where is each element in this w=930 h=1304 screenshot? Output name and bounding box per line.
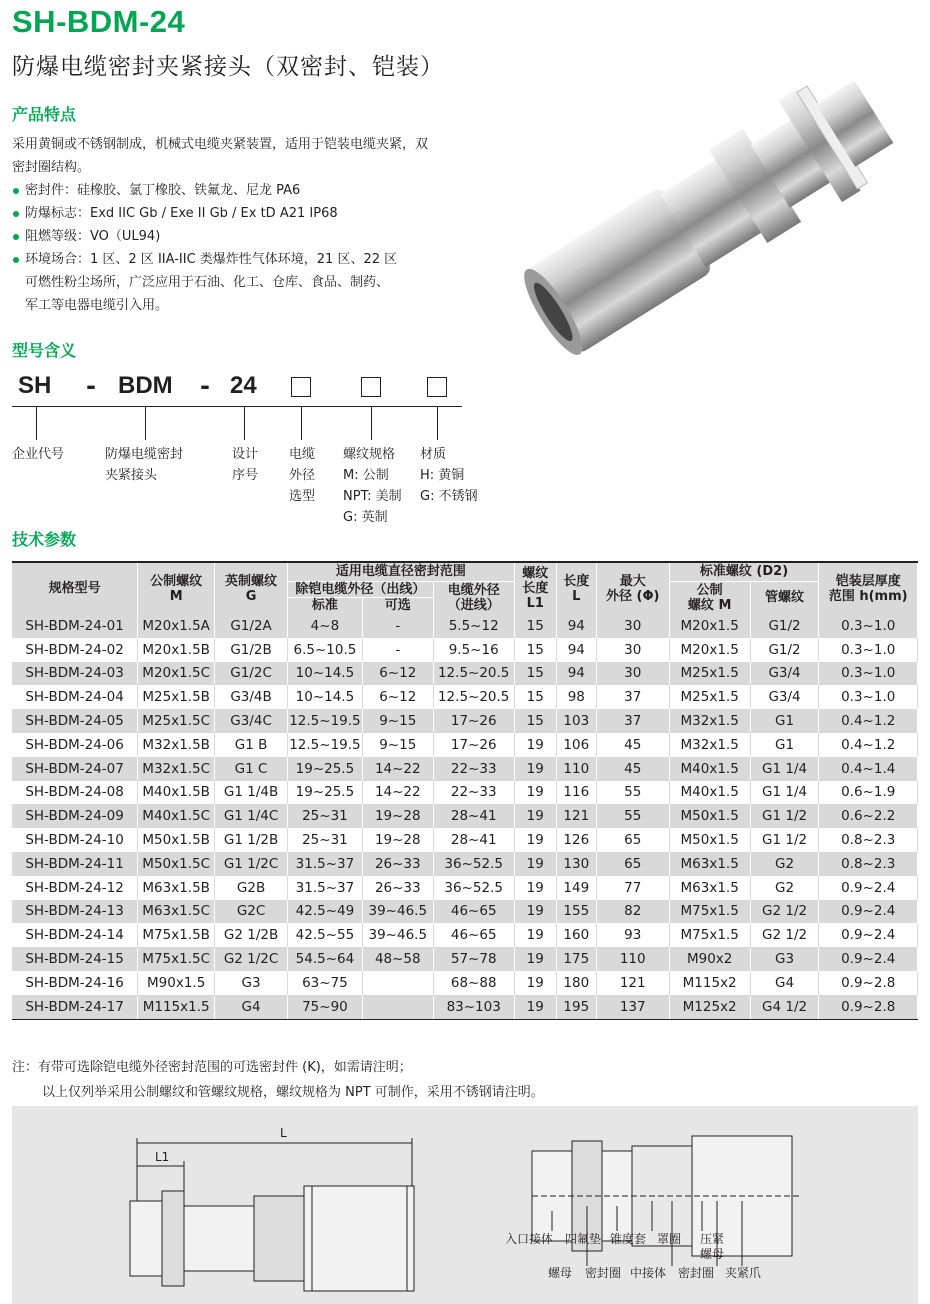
table-cell: G3/4C [215, 709, 288, 733]
part-label: 螺母 [700, 1247, 725, 1261]
table-cell: 37 [596, 685, 669, 709]
table-cell: 26~33 [362, 852, 433, 876]
feature-item: 密封件：硅橡胶、氯丁橡胶、铁氟龙、尼龙 PA6 [12, 179, 432, 202]
table-cell: G1 [750, 733, 819, 757]
col-armor-range: 铠装层厚度 范围 h(mm) [819, 562, 918, 614]
table-cell: 195 [556, 995, 596, 1019]
table-cell: G2B [215, 876, 288, 900]
table-cell: SH-BDM-24-14 [12, 923, 138, 947]
table-cell: G1/2B [215, 638, 288, 662]
table-cell: 0.3~1.0 [819, 614, 918, 638]
table-cell: M75x1.5 [669, 923, 750, 947]
table-cell: M25x1.5B [138, 685, 215, 709]
table-cell: 19 [514, 971, 556, 995]
table-row [12, 757, 918, 781]
table-cell: 26~33 [362, 876, 433, 900]
technical-drawing-panel [12, 1106, 918, 1304]
product-subtitle: 防爆电缆密封夹紧接头（双密封、铠装） [12, 54, 444, 80]
table-cell: 65 [596, 852, 669, 876]
table-cell: 9~15 [362, 733, 433, 757]
label-thread-spec: 螺纹规格 M: 公制 NPT: 美制 G: 英制 [343, 447, 402, 525]
table-cell: 42.5~55 [287, 923, 362, 947]
table-cell: 110 [596, 947, 669, 971]
table-cell: 160 [556, 923, 596, 947]
part-label: 密封圈 [585, 1266, 622, 1280]
feature-item: 防爆标志：Exd IIC Gb / Exe II Gb / Ex tD A21 IP68 [12, 202, 432, 225]
table-cell: M20x1.5 [669, 638, 750, 662]
part-label: 螺母 [548, 1266, 573, 1280]
part-label: 密封圈 [678, 1266, 715, 1280]
table-cell: 37 [596, 709, 669, 733]
table-cell: 36~52.5 [433, 876, 514, 900]
table-cell: 55 [596, 804, 669, 828]
table-cell: 14~22 [362, 757, 433, 781]
table-cell: M32x1.5B [138, 733, 215, 757]
table-cell: G4 1/2 [750, 995, 819, 1019]
table-cell: 36~52.5 [433, 852, 514, 876]
table-cell: G1 1/4C [215, 804, 288, 828]
table-cell: SH-BDM-24-13 [12, 900, 138, 924]
table-cell: 94 [556, 638, 596, 662]
table-cell: 5.5~12 [433, 614, 514, 638]
table-cell: G2C [215, 900, 288, 924]
table-cell: 30 [596, 614, 669, 638]
feature-item: 环境场合：1 区、2 区 IIA-IIC 类爆炸性气体环境，21 区、22 区 [12, 248, 432, 271]
table-cell: G1/2 [750, 638, 819, 662]
table-cell [362, 971, 433, 995]
table-cell: G1 1/4B [215, 781, 288, 805]
table-cell: M32x1.5C [138, 757, 215, 781]
table-cell: M32x1.5 [669, 709, 750, 733]
table-cell: 0.8~2.3 [819, 852, 918, 876]
table-cell: 15 [514, 638, 556, 662]
model-connector [437, 406, 438, 440]
table-cell: 0.9~2.4 [819, 900, 918, 924]
col-british-thread: 英制螺纹 G [215, 562, 288, 614]
note-line-1: 注：有带可选除铠电缆外径密封范围的可选密封件 (K)，如需请注明； [12, 1060, 412, 1075]
table-cell: M32x1.5 [669, 733, 750, 757]
table-cell: 121 [596, 971, 669, 995]
table-cell: G1/2 [750, 614, 819, 638]
table-cell: 19~25.5 [287, 781, 362, 805]
table-cell: SH-BDM-24-05 [12, 709, 138, 733]
table-cell: G1 C [215, 757, 288, 781]
table-cell: 19 [514, 828, 556, 852]
table-cell: M50x1.5 [669, 828, 750, 852]
table-row [12, 662, 918, 686]
model-code-product: BDM [118, 372, 173, 399]
table-cell: M50x1.5C [138, 852, 215, 876]
col-d2-metric: 公制 螺纹 M [669, 581, 750, 614]
table-notes [12, 1055, 544, 1105]
table-cell: 0.4~1.4 [819, 757, 918, 781]
label-design-no: 设计 序号 [232, 447, 259, 483]
table-cell: 0.3~1.0 [819, 638, 918, 662]
features-heading: 产品特点 [12, 105, 77, 124]
table-cell: 68~88 [433, 971, 514, 995]
table-cell: M90x1.5 [138, 971, 215, 995]
table-cell: 17~26 [433, 709, 514, 733]
table-row [12, 685, 918, 709]
table-cell: G1 1/4 [750, 781, 819, 805]
part-label: 四氟垫 [565, 1232, 602, 1246]
table-cell: 94 [556, 662, 596, 686]
table-row [12, 709, 918, 733]
label-cable-od: 电缆 外径 选型 [289, 447, 316, 504]
table-cell: M115x2 [669, 971, 750, 995]
model-heading: 型号含义 [12, 341, 77, 360]
col-metric-thread: 公制螺纹 M [138, 562, 215, 614]
table-cell: 9~15 [362, 709, 433, 733]
part-label: 中接体 [630, 1266, 667, 1280]
table-row [12, 804, 918, 828]
table-cell: 57~78 [433, 947, 514, 971]
dim-label-L1: L1 [155, 1150, 170, 1164]
table-cell: 0.4~1.2 [819, 709, 918, 733]
table-cell: 116 [556, 781, 596, 805]
col-seal-range: 适用电缆直径密封范围 [287, 562, 514, 581]
table-cell: G3/4B [215, 685, 288, 709]
table-cell: SH-BDM-24-04 [12, 685, 138, 709]
table-cell: 19 [514, 923, 556, 947]
table-cell: G1 [750, 709, 819, 733]
product-photo [500, 58, 920, 358]
part-label: 入口接体 [505, 1232, 554, 1246]
table-cell: M125x2 [669, 995, 750, 1019]
table-cell: G2 1/2B [215, 923, 288, 947]
feature-item: 阻燃等级：VO（UL94) [12, 225, 432, 248]
col-length: 长度 L [556, 562, 596, 614]
table-cell: 15 [514, 709, 556, 733]
table-cell: G4 [215, 995, 288, 1019]
table-cell: M40x1.5 [669, 757, 750, 781]
table-cell: 137 [596, 995, 669, 1019]
features-list [12, 133, 432, 317]
table-cell: SH-BDM-24-16 [12, 971, 138, 995]
model-dash: - [86, 372, 96, 400]
table-cell: M90x2 [669, 947, 750, 971]
table-cell: 54.5~64 [287, 947, 362, 971]
table-cell: 15 [514, 662, 556, 686]
table-cell: 12.5~19.5 [287, 733, 362, 757]
table-cell: M40x1.5C [138, 804, 215, 828]
table-cell: 45 [596, 757, 669, 781]
table-cell: 30 [596, 662, 669, 686]
table-cell: 10~14.5 [287, 685, 362, 709]
table-cell: 39~46.5 [362, 900, 433, 924]
table-cell: M50x1.5 [669, 804, 750, 828]
table-cell: M75x1.5C [138, 947, 215, 971]
table-cell: SH-BDM-24-01 [12, 614, 138, 638]
table-cell: G2 1/2 [750, 900, 819, 924]
label-material: 材质 H: 黄铜 G: 不锈钢 [420, 447, 478, 504]
note-line-2: 以上仅列举采用公制螺纹和管螺纹规格，螺纹规格为 NPT 可制作，采用不锈钢请注明。 [42, 1085, 544, 1100]
table-cell: 46~65 [433, 900, 514, 924]
table-cell: 19 [514, 757, 556, 781]
table-cell: SH-BDM-24-11 [12, 852, 138, 876]
table-cell: 25~31 [287, 804, 362, 828]
table-cell: M75x1.5 [669, 900, 750, 924]
table-cell: G3/4 [750, 662, 819, 686]
table-cell: 0.9~2.4 [819, 947, 918, 971]
table-cell: 12.5~20.5 [433, 662, 514, 686]
model-connector [36, 406, 37, 440]
model-connector [145, 406, 146, 440]
table-row [12, 852, 918, 876]
table-cell: G2 [750, 876, 819, 900]
table-cell: 19 [514, 876, 556, 900]
table-cell: 175 [556, 947, 596, 971]
table-cell: M40x1.5B [138, 781, 215, 805]
table-cell: SH-BDM-24-10 [12, 828, 138, 852]
table-cell: M25x1.5 [669, 662, 750, 686]
table-row [12, 923, 918, 947]
table-cell: 149 [556, 876, 596, 900]
col-model: 规格型号 [12, 562, 138, 614]
table-cell: 155 [556, 900, 596, 924]
table-row [12, 828, 918, 852]
table-cell: 83~103 [433, 995, 514, 1019]
table-cell: SH-BDM-24-07 [12, 757, 138, 781]
table-cell: 19 [514, 900, 556, 924]
table-cell: 22~33 [433, 781, 514, 805]
model-code-company: SH [18, 372, 52, 399]
table-cell: 0.6~1.9 [819, 781, 918, 805]
part-label: 锥度套 [610, 1232, 647, 1246]
table-cell: 19 [514, 804, 556, 828]
label-company-code: 企业代号 [12, 447, 65, 462]
table-cell: 0.3~1.0 [819, 685, 918, 709]
table-row [12, 876, 918, 900]
table-cell: 0.9~2.8 [819, 971, 918, 995]
table-cell: 30 [596, 638, 669, 662]
table-cell: 10~14.5 [287, 662, 362, 686]
dim-label-L: L [280, 1126, 287, 1140]
table-cell: 4~8 [287, 614, 362, 638]
table-cell: 98 [556, 685, 596, 709]
table-cell: SH-BDM-24-09 [12, 804, 138, 828]
col-optional: 可选 [362, 597, 433, 614]
table-cell: 93 [596, 923, 669, 947]
table-cell: SH-BDM-24-08 [12, 781, 138, 805]
table-cell: 0.4~1.2 [819, 733, 918, 757]
model-dash: - [200, 372, 210, 400]
table-row [12, 614, 918, 638]
table-cell: M63x1.5 [669, 852, 750, 876]
model-connector [371, 406, 372, 440]
part-label: 压紧 [700, 1232, 725, 1246]
table-cell: 106 [556, 733, 596, 757]
table-cell: 17~26 [433, 733, 514, 757]
table-cell: 55 [596, 781, 669, 805]
table-cell: 19 [514, 947, 556, 971]
table-cell: 75~90 [287, 995, 362, 1019]
col-std-thread: 标准螺纹 (D2) [669, 562, 819, 581]
table-cell [362, 995, 433, 1019]
table-cell: M63x1.5 [669, 876, 750, 900]
table-row [12, 900, 918, 924]
table-cell: G1 1/2 [750, 828, 819, 852]
label-product-name: 防爆电缆密封 夹紧接头 [105, 447, 184, 483]
table-row [12, 971, 918, 995]
table-cell: M63x1.5B [138, 876, 215, 900]
table-cell: 63~75 [287, 971, 362, 995]
table-cell: 19 [514, 852, 556, 876]
table-cell: 45 [596, 733, 669, 757]
table-cell: G2 1/2C [215, 947, 288, 971]
table-cell: M40x1.5 [669, 781, 750, 805]
table-row [12, 947, 918, 971]
col-pipe-thread: 管螺纹 [750, 581, 819, 614]
table-cell: 130 [556, 852, 596, 876]
model-code-design: 24 [230, 372, 257, 399]
table-cell: 46~65 [433, 923, 514, 947]
thread-box [361, 377, 381, 397]
table-cell: G2 [750, 852, 819, 876]
table-cell: 31.5~37 [287, 876, 362, 900]
table-cell: 15 [514, 614, 556, 638]
table-cell: M20x1.5 [669, 614, 750, 638]
product-title: SH-BDM-24 [12, 4, 186, 39]
table-cell: 103 [556, 709, 596, 733]
table-cell: - [362, 614, 433, 638]
table-cell: 19~28 [362, 828, 433, 852]
table-cell: 19 [514, 995, 556, 1019]
table-cell: 31.5~37 [287, 852, 362, 876]
table-cell: 77 [596, 876, 669, 900]
specs-heading: 技术参数 [12, 530, 77, 549]
table-cell: G1/2A [215, 614, 288, 638]
table-cell: 0.9~2.8 [819, 995, 918, 1019]
cable-size-box [291, 377, 311, 397]
table-cell: M63x1.5C [138, 900, 215, 924]
table-row [12, 781, 918, 805]
table-cell: SH-BDM-24-02 [12, 638, 138, 662]
dimension-drawing [12, 1106, 918, 1304]
table-cell: SH-BDM-24-06 [12, 733, 138, 757]
model-connector [244, 406, 245, 440]
table-cell: M20x1.5A [138, 614, 215, 638]
table-cell: 94 [556, 614, 596, 638]
table-cell: SH-BDM-24-17 [12, 995, 138, 1019]
table-cell: 19~28 [362, 804, 433, 828]
table-cell: 42.5~49 [287, 900, 362, 924]
table-cell: 65 [596, 828, 669, 852]
table-cell: 28~41 [433, 804, 514, 828]
table-row [12, 995, 918, 1019]
col-cable-od: 电缆外径 （进线） [433, 581, 514, 614]
table-row [12, 638, 918, 662]
table-cell: M25x1.5 [669, 685, 750, 709]
table-cell: 12.5~20.5 [433, 685, 514, 709]
table-cell: 180 [556, 971, 596, 995]
table-cell: G4 [750, 971, 819, 995]
part-label: 罩圈 [657, 1232, 682, 1246]
table-cell: G1 1/2 [750, 804, 819, 828]
feature-item-continued: 军工等电器电缆引入用。 [25, 298, 169, 313]
col-max-od: 最大 外径 (Φ) [596, 562, 669, 614]
table-cell: M20x1.5C [138, 662, 215, 686]
table-cell: 0.9~2.4 [819, 876, 918, 900]
table-cell: SH-BDM-24-15 [12, 947, 138, 971]
table-cell: 15 [514, 685, 556, 709]
table-cell: 14~22 [362, 781, 433, 805]
spec-table [12, 561, 918, 1020]
table-cell: 110 [556, 757, 596, 781]
table-cell: 0.3~1.0 [819, 662, 918, 686]
table-cell: 6~12 [362, 662, 433, 686]
feature-item-continued: 可燃性粉尘场所，广泛应用于石油、化工、仓库、食品、制药、 [25, 275, 390, 290]
table-row [12, 733, 918, 757]
table-cell: 6.5~10.5 [287, 638, 362, 662]
col-thread-length: 螺纹 长度 L1 [514, 562, 556, 614]
table-cell: G3 [750, 947, 819, 971]
col-armored-od: 除铠电缆外径（出线） [287, 581, 433, 597]
table-cell: G1 1/2C [215, 852, 288, 876]
table-cell: 0.8~2.3 [819, 828, 918, 852]
table-cell: 82 [596, 900, 669, 924]
table-cell: G1 1/4 [750, 757, 819, 781]
table-cell: 12.5~19.5 [287, 709, 362, 733]
table-cell: M20x1.5B [138, 638, 215, 662]
model-connector [301, 406, 302, 440]
table-cell: SH-BDM-24-12 [12, 876, 138, 900]
table-cell: M115x1.5 [138, 995, 215, 1019]
table-cell: 121 [556, 804, 596, 828]
table-cell: G1/2C [215, 662, 288, 686]
table-cell: 6~12 [362, 685, 433, 709]
table-cell: 0.9~2.4 [819, 923, 918, 947]
table-cell: 0.6~2.2 [819, 804, 918, 828]
table-cell: G1 B [215, 733, 288, 757]
table-cell: M25x1.5C [138, 709, 215, 733]
table-cell: 22~33 [433, 757, 514, 781]
table-cell: - [362, 638, 433, 662]
table-cell: SH-BDM-24-03 [12, 662, 138, 686]
table-cell: 19~25.5 [287, 757, 362, 781]
model-baseline [12, 406, 462, 407]
table-cell: G3/4 [750, 685, 819, 709]
features-intro: 采用黄铜或不锈钢制成，机械式电缆夹紧装置，适用于铠装电缆夹紧，双密封圈结构。 [12, 137, 429, 175]
table-cell: M75x1.5B [138, 923, 215, 947]
part-label: 夹紧爪 [725, 1266, 762, 1280]
table-cell: 19 [514, 733, 556, 757]
table-cell: 19 [514, 781, 556, 805]
table-cell: 39~46.5 [362, 923, 433, 947]
table-cell: 126 [556, 828, 596, 852]
table-cell: 9.5~16 [433, 638, 514, 662]
table-cell: G2 1/2 [750, 923, 819, 947]
col-standard: 标准 [287, 597, 362, 614]
material-box [427, 377, 447, 397]
table-cell: M50x1.5B [138, 828, 215, 852]
table-cell: 48~58 [362, 947, 433, 971]
table-cell: 25~31 [287, 828, 362, 852]
table-cell: 28~41 [433, 828, 514, 852]
table-cell: G3 [215, 971, 288, 995]
table-cell: G1 1/2B [215, 828, 288, 852]
